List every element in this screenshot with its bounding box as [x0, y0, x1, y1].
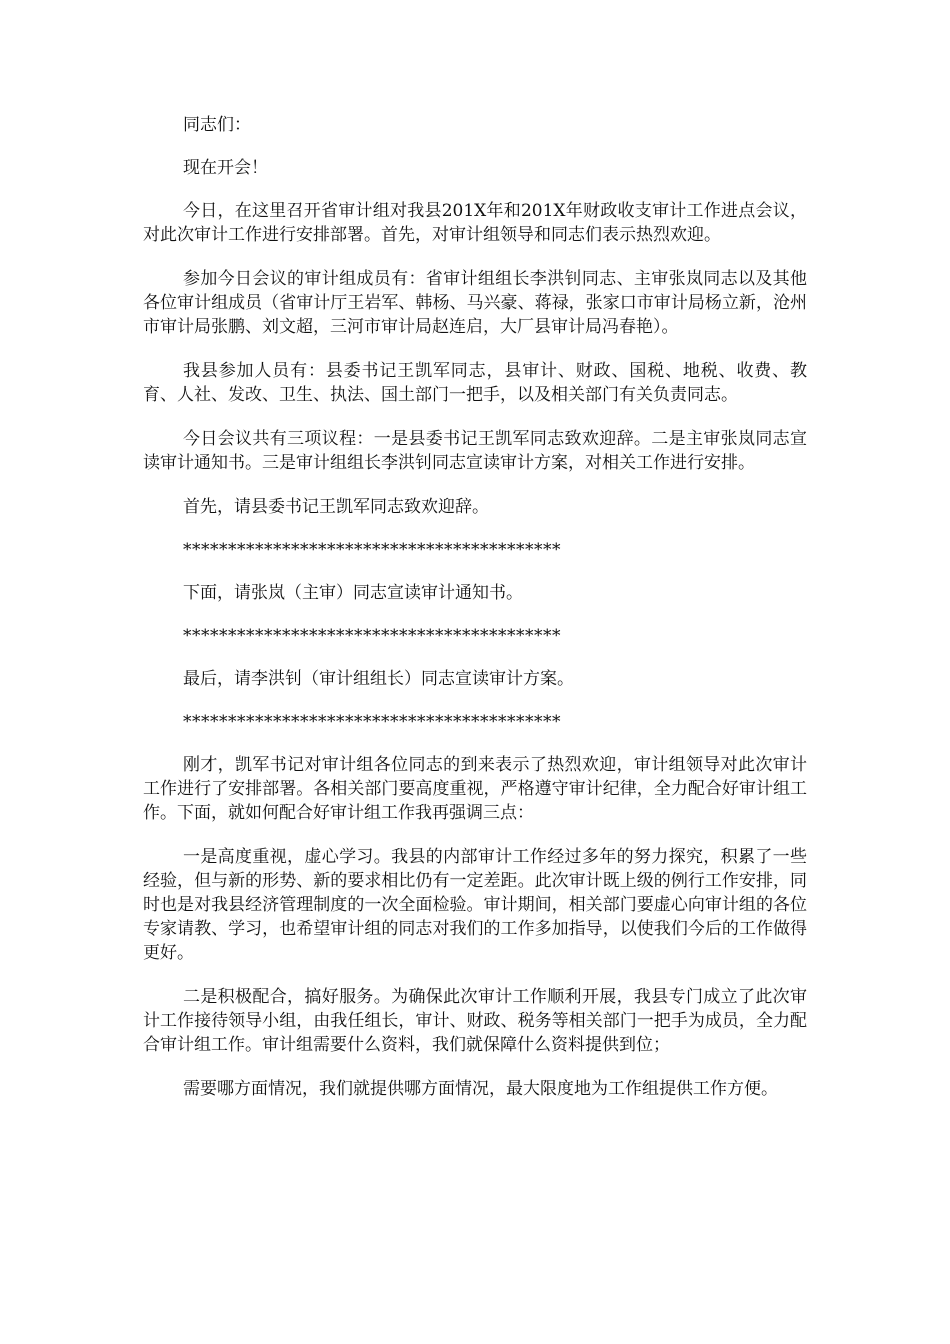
first-item-paragraph: 首先，请县委书记王凯军同志致欢迎辞。: [183, 497, 489, 517]
county-attendees-paragraph: 我县参加人员有：县委书记王凯军同志，县审计、财政、国税、地税、收费、教育、人社、发改、卫生、执法、国土部门一把手，以及相关部门有关负责同志。: [143, 361, 807, 405]
separator-stars: ******************************************: [183, 540, 561, 560]
third-item-paragraph: 最后，请李洪钊（审计组组长）同志宣读审计方案。: [183, 669, 574, 689]
separator-stars: ******************************************: [183, 712, 561, 732]
continuation-paragraph: 需要哪方面情况，我们就提供哪方面情况，最大限度地为工作组提供工作方便。: [183, 1079, 778, 1099]
agenda-paragraph: 今日会议共有三项议程：一是县委书记王凯军同志致欢迎辞。二是主审张岚同志宣读审计通知书。三是审计组组长李洪钊同志宣读审计方案，对相关工作进行安排。: [143, 429, 807, 473]
salutation: 同志们：: [183, 115, 251, 135]
opening-line: 现在开会！: [183, 158, 268, 178]
intro-paragraph: 今日，在这里召开省审计组对我县201X年和201X年财政收支审计工作进点会议，对此次审计工作进行安排部署。首先，对审计组领导和同志们表示热烈欢迎。: [143, 201, 807, 245]
document-body: [143, 113, 807, 1121]
separator-stars: ******************************************: [183, 626, 561, 646]
point-one-paragraph: 一是高度重视，虚心学习。我县的内部审计工作经过多年的努力探究，积累了一些经验，但与新的形势、新的要求相比仍有一定差距。此次审计既上级的例行工作安排，同时也是对我县经济管理制度的一次全面检验。审计期间，相关部门要虚心向审计组的各位专家请教、学习，也希望审计组的同志对我们的工作多加指导，以使我们今后的工作做得更好。: [143, 847, 807, 963]
second-item-paragraph: 下面，请张岚（主审）同志宣读审计通知书。: [183, 583, 523, 603]
audit-team-members-paragraph: 参加今日会议的审计组成员有：省审计组组长李洪钊同志、主审张岚同志以及其他各位审计组成员（省审计厅王岩军、韩杨、马兴豪、蒋禄，张家口市审计局杨立新，沧州市审计局张鹏、刘文超，三河市审计局赵连启，大厂县审计局冯春艳）。: [143, 269, 807, 337]
summary-paragraph: 刚才，凯军书记对审计组各位同志的到来表示了热烈欢迎，审计组领导对此次审计工作进行了安排部署。各相关部门要高度重视，严格遵守审计纪律，全力配合好审计组工作。下面，就如何配合好审计组工作我再强调三点：: [143, 755, 807, 823]
point-two-paragraph: 二是积极配合，搞好服务。为确保此次审计工作顺利开展，我县专门成立了此次审计工作接待领导小组，由我任组长，审计、财政、税务等相关部门一把手为成员，全力配合审计组工作。审计组需要什么资料，我们就保障什么资料提供到位；: [143, 987, 807, 1055]
